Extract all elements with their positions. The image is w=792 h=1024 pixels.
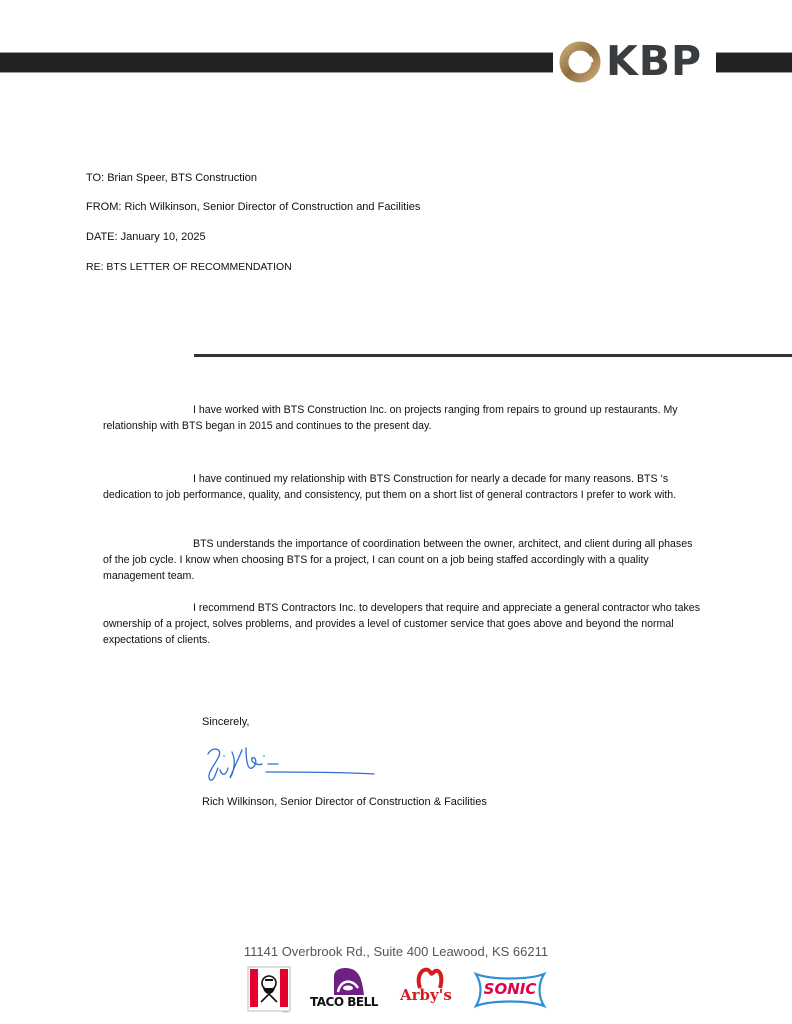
section-divider: [194, 354, 792, 357]
arbys-logo: [400, 966, 460, 1016]
kbp-logo: [556, 37, 716, 85]
body-paragraph-1: [103, 402, 693, 434]
salutation: Sincerely,: [202, 716, 250, 728]
paragraph-text: BTS understands the importance of coordination between the owner, architect, and client during all phases of the job cycle. I know when choosing BTS for a project, I can count on a job being staffed accordingly with a quality management team.: [103, 538, 693, 582]
sonic-wordmark: SONIC: [483, 980, 537, 998]
taco-bell-wordmark: TACO BELL: [310, 995, 378, 1009]
taco-bell-logo-icon: [310, 966, 388, 996]
kfc-brand-name: KFC: [283, 1010, 289, 1014]
body-paragraph-4: [103, 600, 703, 648]
taco-bell-logo: [310, 966, 388, 1016]
kbp-logo-text: KBP: [606, 37, 703, 85]
memo-from: FROM: Rich Wilkinson, Senior Director of Construction and Facilities: [86, 201, 421, 213]
memo-date: DATE: January 10, 2025: [86, 231, 206, 243]
sonic-logo: [472, 970, 548, 1020]
footer-address: 11141 Overbrook Rd., Suite 400 Leawood, KS 66211: [243, 944, 549, 959]
signer-name: Rich Wilkinson, Senior Director of Construction & Facilities: [202, 796, 487, 808]
paragraph-text: I recommend BTS Contractors Inc. to developers that require and appreciate a general contractor who takes ownership of a project, solves problems, and provides a level of customer service that goes above and beyond the normal expectations of clients.: [103, 602, 700, 646]
body-paragraph-3: [103, 536, 693, 584]
kbp-ring-icon: [558, 40, 602, 84]
memo-to: TO: Brian Speer, BTS Construction: [86, 172, 257, 184]
kfc-logo: [247, 966, 291, 1016]
body-paragraph-2: [103, 471, 693, 503]
arbys-wordmark: Arby's: [400, 986, 452, 1004]
header-bar-right: [716, 52, 792, 73]
paragraph-text: I have worked with BTS Construction Inc. on projects ranging from repairs to ground up restaurants. My relationship with BTS began in 2015 and continues to the present day.: [103, 404, 678, 432]
header-bar: [0, 52, 553, 73]
paragraph-text: I have continued my relationship with BTS Construction for nearly a decade for many reasons. BTS ‘s dedication to job performance, quality, and consistency, put them on a short list of general contractors I prefer to work with.: [103, 473, 677, 501]
kfc-logo-icon: [247, 966, 291, 1012]
signature: [202, 742, 382, 786]
memo-re: RE: BTS LETTER OF RECOMMENDATION: [86, 261, 292, 273]
